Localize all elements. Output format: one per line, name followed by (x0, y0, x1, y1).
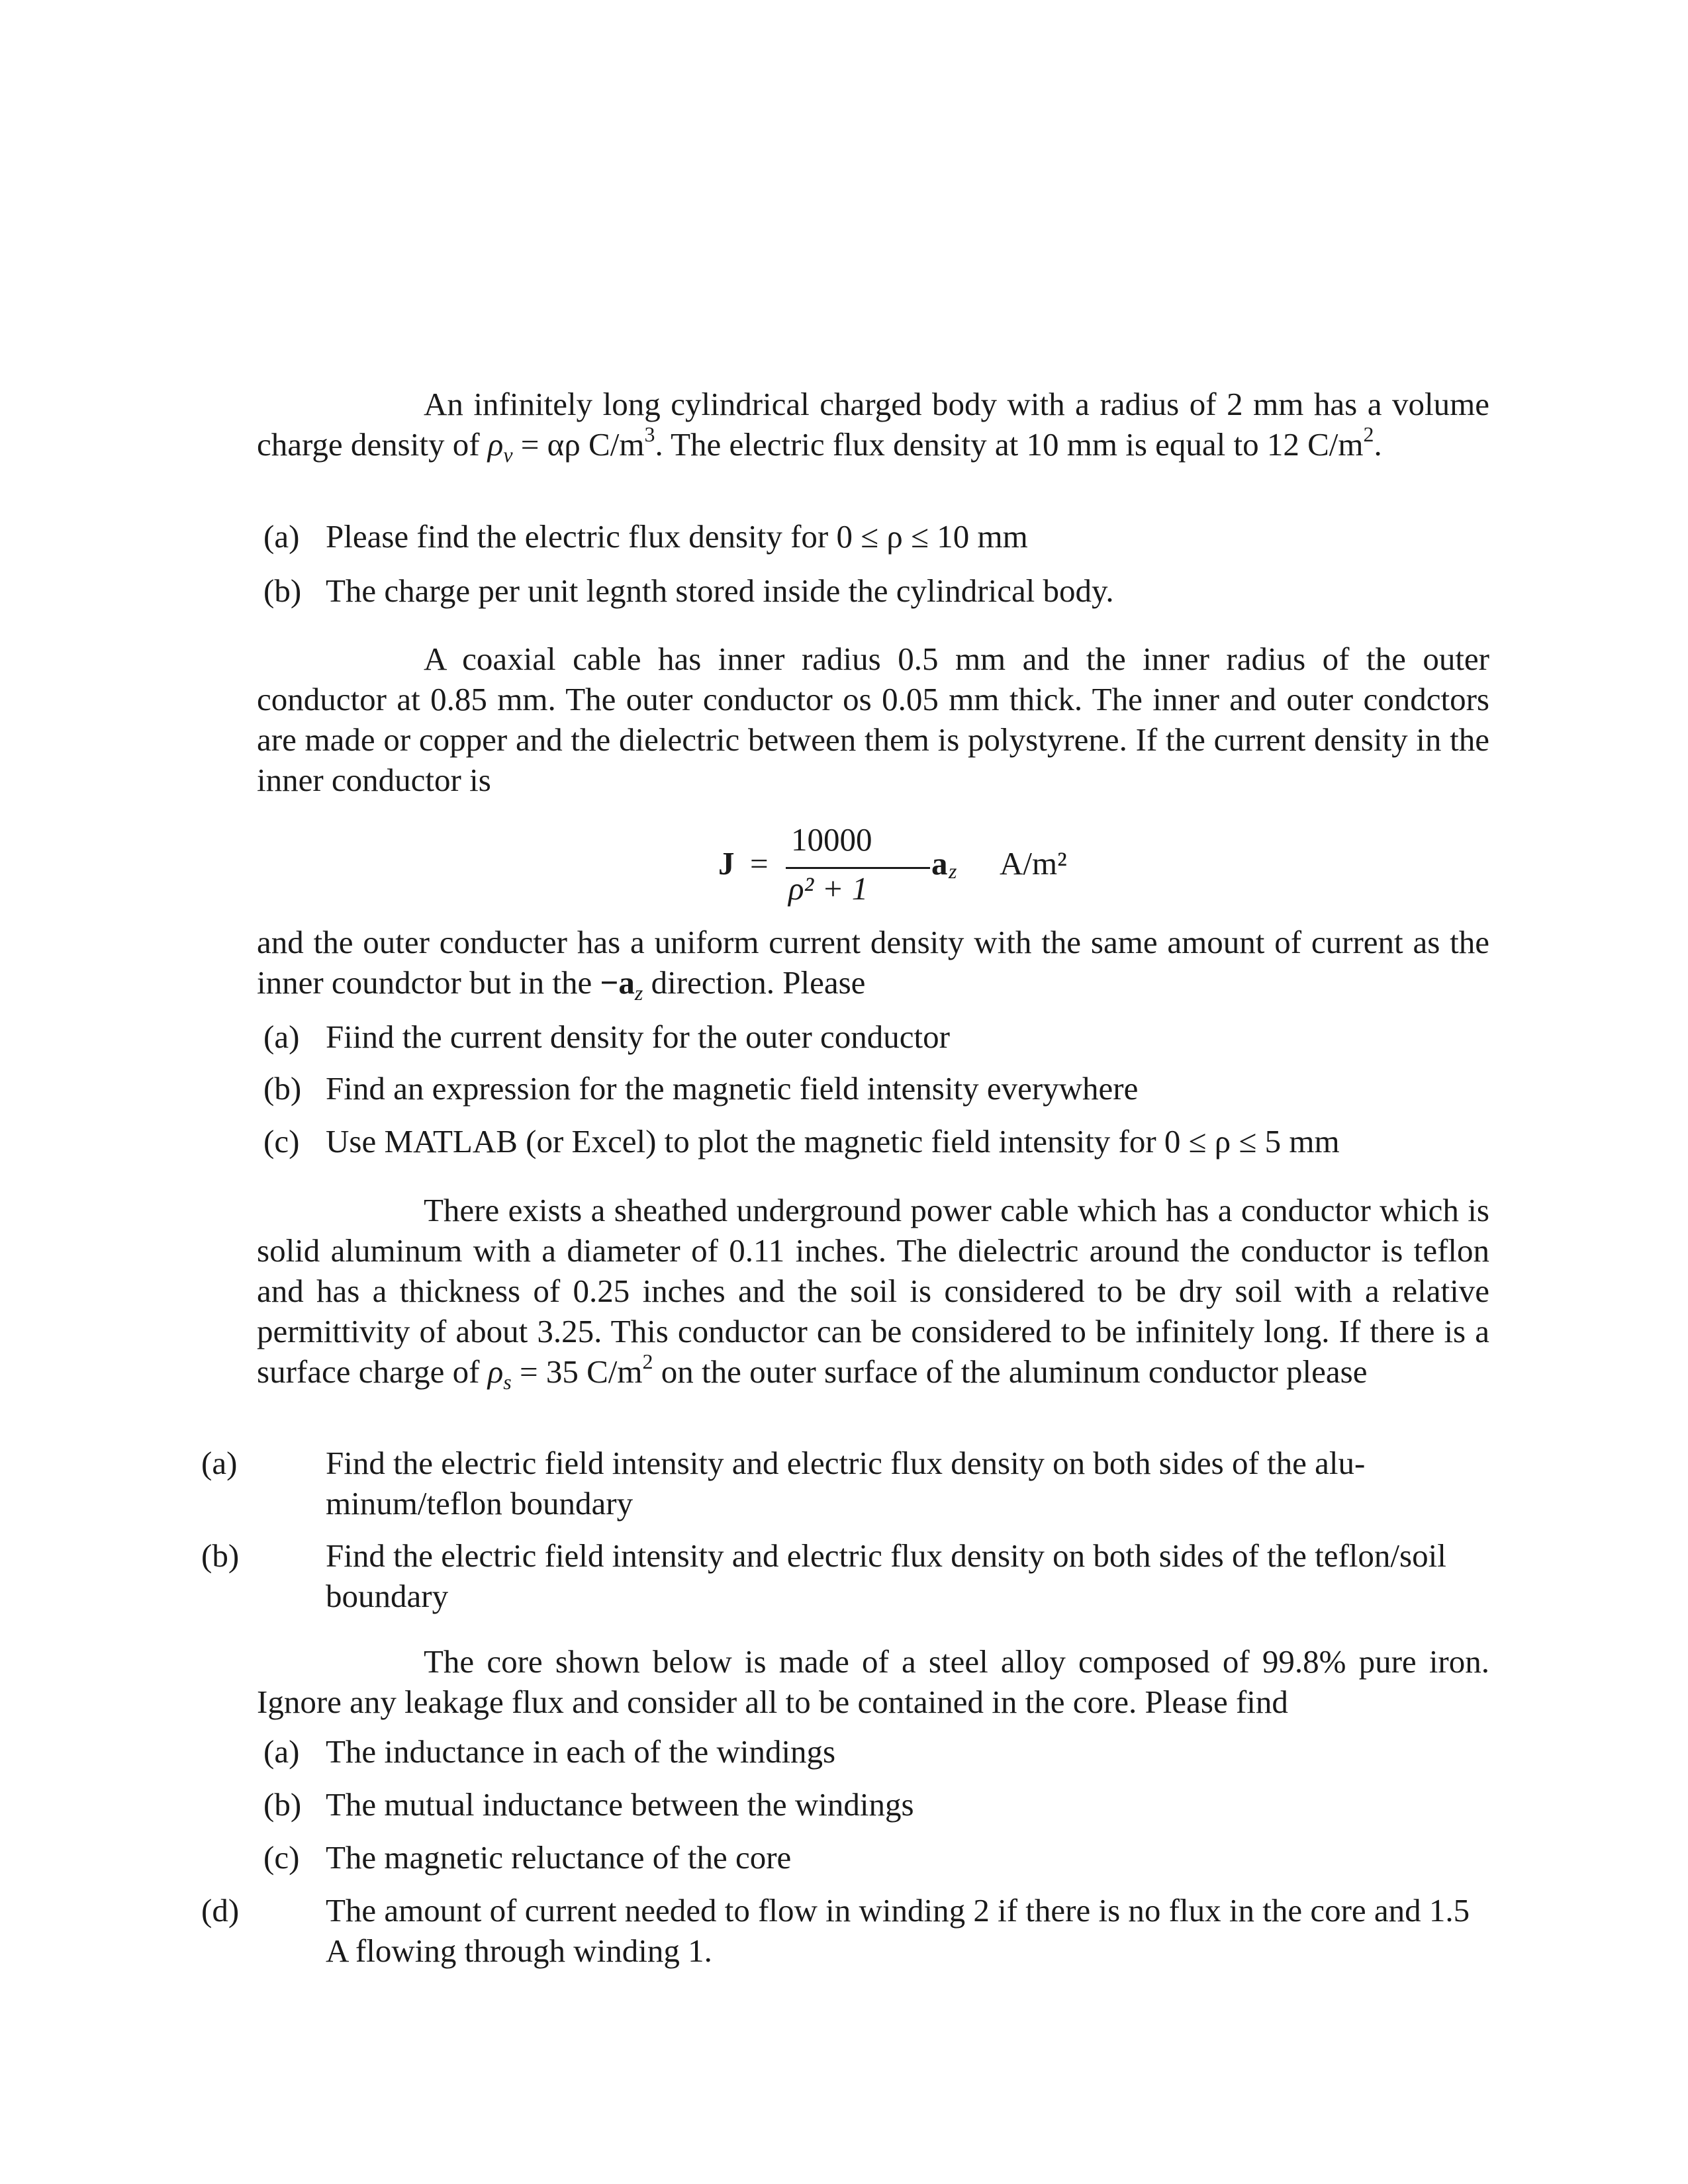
item-text: The mutual inductance between the windings (326, 1786, 914, 1823)
problem2-item-a (263, 1017, 1489, 1057)
item-label: (b) (263, 572, 302, 609)
equation-lhs: J (718, 845, 735, 882)
unit-vector-subscript: z (949, 859, 957, 883)
problem1-text-c: . (1374, 426, 1382, 463)
item-text: The inductance in each of the windings (326, 1733, 836, 1770)
item-label: (a) (201, 1445, 238, 1481)
problem4-paragraph: The core shown below is made of a steel alloy composed of 99.8% pure iron. Ignore any leakage flux and consider all to be contained in the core. Please find (257, 1643, 1489, 1720)
negative-direction: −a (600, 964, 635, 1001)
problem4-item-b (263, 1784, 1489, 1825)
item-text: Find the electric field intensity and electric flux density on both sides of the alu-minum/teflon boundary (326, 1445, 1366, 1522)
problem3-item-b (201, 1535, 1489, 1616)
equation-equals: = (750, 845, 769, 882)
rho-symbol: ρ (487, 426, 504, 463)
problem3-text-a: There exists a sheathed underground power cable which has a conductor which is solid aluminum with a diameter of 0.11 inches. The dielectric around the conductor is teflon and has a thickness of 0.25 inches and the soil is considered to be dry soil with a relative permittivity of about 3.25. This conductor can be considered to be infinitely long. If there is a surface charge of (257, 1192, 1489, 1390)
surface-charge-expression: = 35 C/m (511, 1353, 643, 1390)
problem3-paragraph (257, 1190, 1489, 1392)
item-label: (a) (263, 1733, 300, 1770)
item-label: (d) (201, 1892, 240, 1929)
item-text: Find the electric field intensity and electric flux density on both sides of the teflon/soil boundary (326, 1537, 1446, 1614)
problem4-item-c (263, 1837, 1489, 1878)
item-label: (b) (263, 1070, 302, 1107)
problem2-item-c (263, 1121, 1489, 1161)
superscript-2: 2 (642, 1349, 653, 1373)
item-label: (c) (263, 1839, 300, 1876)
item-label: (a) (263, 518, 300, 555)
equation-denominator: ρ² + 1 (788, 870, 868, 907)
problem2-paragraph: A coaxial cable has inner radius 0.5 mm and the inner radius of the outer conductor at 0.85 mm. The outer conductor os 0.05 mm thick. The inner and outer condctors are made or copper and the dielectric between them is polystyrene. If the current density in the inner conductor is (257, 641, 1489, 798)
problem1-text-b: . The electric flux density at 10 mm is equal to 12 C/m (655, 426, 1364, 463)
problem3-item-a (201, 1443, 1489, 1524)
problem1-item-b (263, 570, 1489, 611)
rho-subscript-v: v (503, 443, 513, 467)
item-label: (a) (263, 1019, 300, 1055)
problem2-item-b (263, 1068, 1489, 1109)
item-text: The amount of current needed to flow in winding 2 if there is no flux in the core and 1.5 A flowing through winding 1. (326, 1892, 1470, 1969)
item-label: (c) (263, 1123, 300, 1160)
problem3-text-b: on the outer surface of the aluminum conductor please (653, 1353, 1368, 1390)
superscript-2: 2 (1363, 422, 1374, 446)
equation-numerator: 10000 (791, 821, 872, 858)
negative-direction-subscript: z (634, 981, 643, 1005)
item-text: The charge per unit legnth stored inside the cylindrical body. (326, 572, 1114, 609)
fraction-bar (786, 867, 930, 869)
item-text: The magnetic reluctance of the core (326, 1839, 792, 1876)
item-text: Use MATLAB (or Excel) to plot the magnetic field intensity for 0 ≤ ρ ≤ 5 mm (326, 1123, 1340, 1160)
problem4-item-d (201, 1890, 1489, 1971)
item-label: (b) (201, 1537, 240, 1574)
problem2-text2-b: direction. Please (643, 964, 866, 1001)
problem4-item-a (263, 1731, 1489, 1772)
problem1-paragraph (257, 384, 1489, 465)
problem1-item-a (263, 516, 1489, 557)
problem2-paragraph-2 (257, 922, 1489, 1003)
item-text: Please find the electric flux density for 0 ≤ ρ ≤ 10 mm (326, 518, 1028, 555)
problem2-text2-a: and the outer conducter has a uniform current density with the same amount of current as the inner coundctor but in the (257, 924, 1489, 1001)
problem1-text-a: An infinitely long cylindrical charged body with a radius of 2 mm has a volume charge density of (257, 386, 1489, 463)
item-label: (b) (263, 1786, 302, 1823)
equation-units: A/m² (1000, 845, 1067, 882)
superscript-3: 3 (644, 422, 655, 446)
item-text: Find an expression for the magnetic field intensity everywhere (326, 1070, 1139, 1107)
charge-density-expression: = αρ C/m (512, 426, 645, 463)
rho-symbol: ρ (487, 1353, 504, 1390)
item-text: Fiind the current density for the outer conductor (326, 1019, 950, 1055)
rho-subscript-s: s (503, 1370, 512, 1394)
unit-vector: a (931, 845, 948, 882)
